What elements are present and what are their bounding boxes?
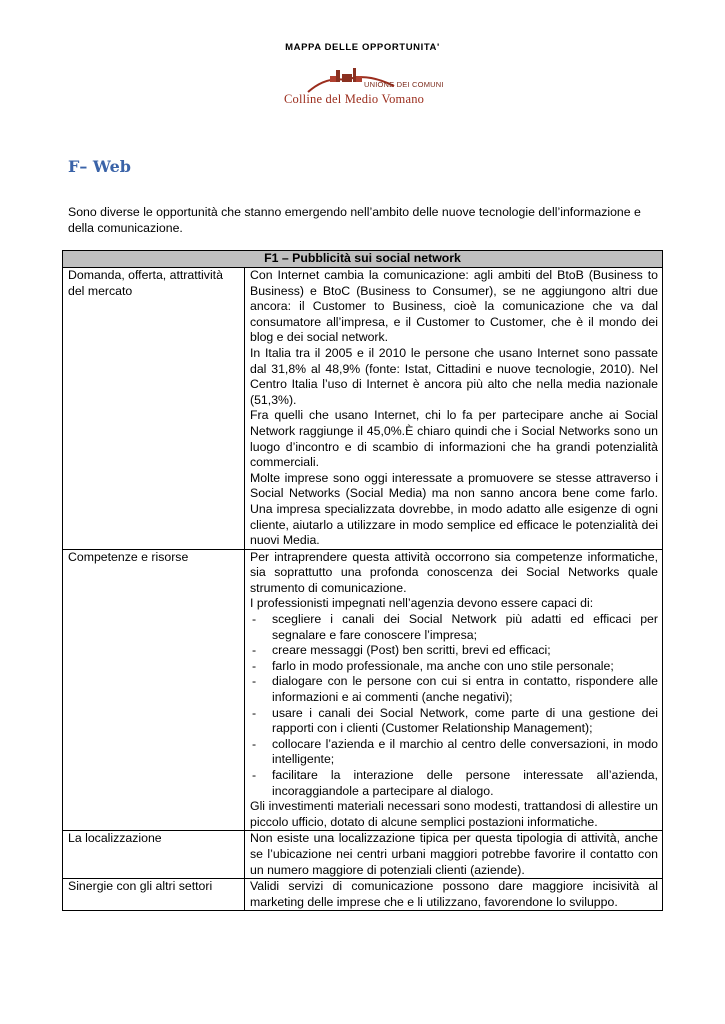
table-header: F1 – Pubblicità sui social network [63,251,663,268]
table-header-row [63,251,663,268]
row-paragraph: Validi servizi di comunicazione possono dare maggiore incisività al marketing delle imprese che e li utilizzano, favorendone lo sviluppo. [250,879,658,909]
row-paragraph: Con Internet cambia la comunicazione: agli ambiti del BtoB (Business to Business) e BtoC (Business to Consumer), se ne aggiungono altri due ancora: il Customer to Business, cioè la comunicazione che va dal consumatore all’impresa, e il Customer to Customer, che è il mondo dei blog e dei social network. [250,268,658,345]
logo-line-colline: Colline del Medio Vomano [284,92,425,106]
intro-paragraph: Sono diverse le opportunità che stanno emergendo nell’ambito delle nuove tecnologie dell’informazione e della comunicazione. [68,205,641,235]
row-label: Sinergie con gli altri settori [63,879,245,911]
row-paragraph: I professionisti impegnati nell’agenzia devono essere capaci di: [250,596,594,611]
union-logo [280,66,450,112]
row-content [245,879,663,911]
skills-list [250,612,658,799]
row-content [245,549,663,831]
row-label: Competenze e risorse [63,549,245,831]
list-item: - dialogare con le persone con cui si entra in contatto, rispondere alle informazioni e ai commenti (anche negativi); [250,674,658,705]
row-paragraph: Molte imprese sono oggi interessate a promuovere se stesse attraverso i Social Networks (Social Media) ma non sanno ancora bene come farlo. Una impresa specializzata dovrebbe, in modo adatto alle esigenze di ogni cliente, aiutarlo a utilizzare in modo semplice ed efficace le potenzialità dei nuovi Media. [250,470,658,548]
row-content [245,831,663,879]
section-title: F– Web [68,157,131,176]
table-row [63,879,663,911]
list-item: - collocare l’azienda e il marchio al centro delle conversazioni, in modo intelligente; [250,737,658,768]
logo-line-unione: UNIONE DEI COMUNI [364,80,444,89]
row-content [245,268,663,550]
list-item: - facilitare la interazione delle persone interessate all’azienda, incoraggiandole a partecipare al dialogo. [250,768,658,799]
row-paragraph: Per intraprendere questa attività occorrono sia competenze informatiche, sia soprattutto una profonda conoscenza dei Social Networks quale strumento di comunicazione. [250,549,658,595]
row-paragraph: Fra quelli che usano Internet, chi lo fa per partecipare anche ai Social Network raggiunge il 45,0%.È chiaro quindi che i Social Networks sono un luogo d’incontro e di scambio di informazioni che ha grandi potenzialità commerciali. [250,408,658,470]
row-label: Domanda, offerta, attrattività del mercato [63,268,245,550]
table-row [63,549,663,831]
list-item: - creare messaggi (Post) ben scritti, brevi ed efficaci; [250,643,658,659]
row-paragraph: In Italia tra il 2005 e il 2010 le persone che usano Internet sono passate dal 31,8% al 48,9% (fonte: Istat, Cittadini e nuove tecnologie, 2010). Nel Centro Italia l’uso di Internet è ancora più alto che nella media nazionale (51,3%). [250,345,658,407]
row-label: La localizzazione [63,831,245,879]
row-paragraph: Non esiste una localizzazione tipica per questa tipologia di attività, anche se l’ubicazione nei centri urbani maggiori potrebbe favorire il contatto con un numero maggiore di potenziali clienti (aziende). [250,831,658,877]
row-paragraph: Gli investimenti materiali necessari sono modesti, trattandosi di allestire un piccolo ufficio, dotato di alcune semplici postazioni informatiche. [250,799,658,829]
opportunity-table [62,250,663,911]
list-item: - farlo in modo professionale, ma anche con uno stile personale; [250,659,658,675]
list-item: - usare i canali dei Social Network, come parte di una gestione dei rapporti con i clienti (Customer Relationship Management); [250,706,658,737]
list-item: - scegliere i canali dei Social Network più adatti ed efficaci per segnalare e fare conoscere l’impresa; [250,612,658,643]
table-row [63,831,663,879]
page-header-title: MAPPA DELLE OPPORTUNITA' [285,42,440,53]
table-row [63,268,663,550]
